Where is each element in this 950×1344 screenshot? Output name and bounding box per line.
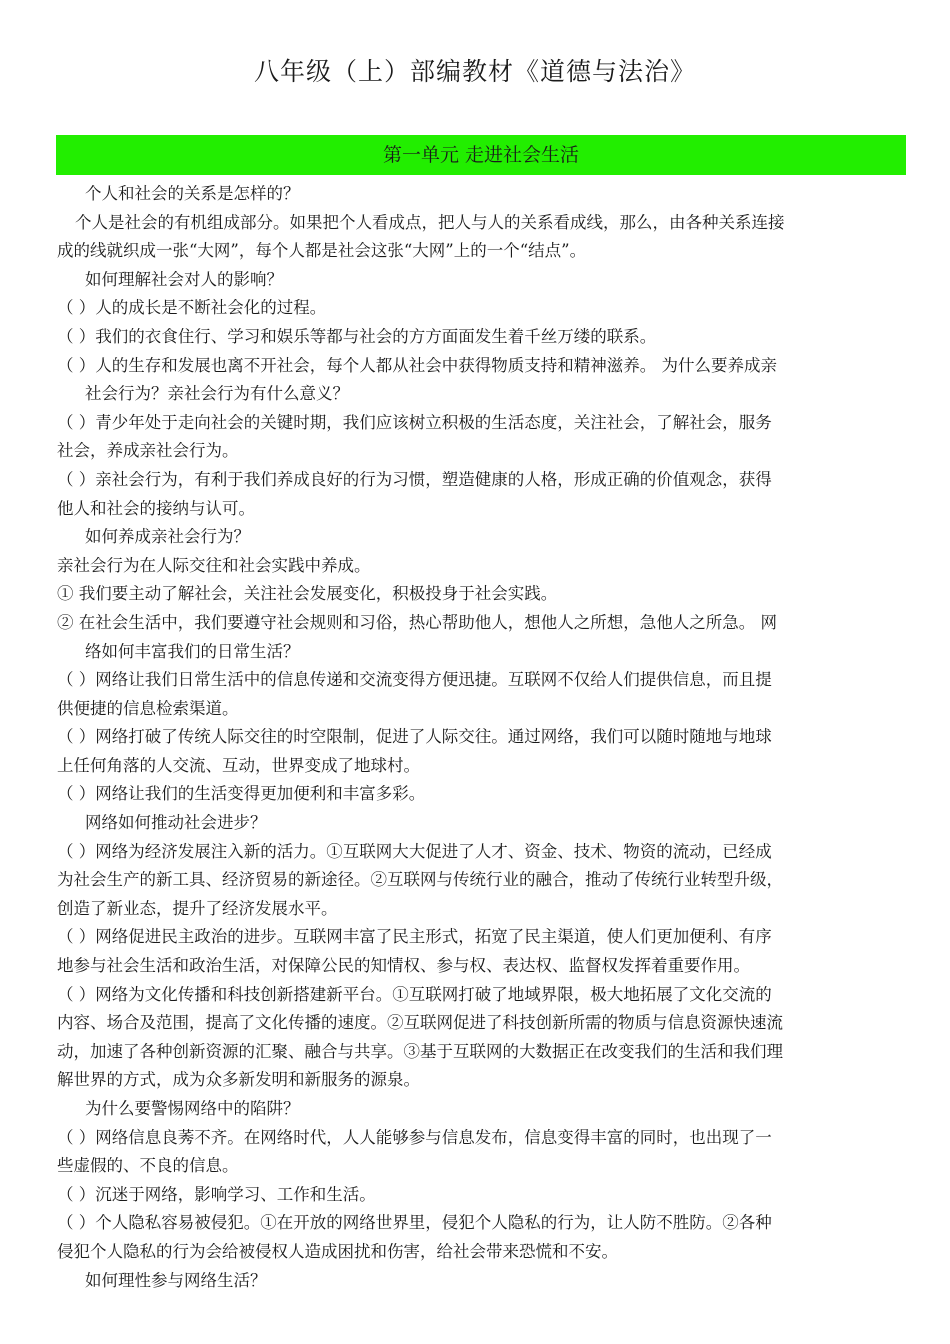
paragraph-line: 些虚假的、不良的信息。 — [57, 1156, 239, 1176]
paragraph-line: 解世界的方式，成为众多新发明和新服务的源泉。 — [57, 1070, 420, 1090]
paragraph-line: 动，加速了各种创新资源的汇聚、融合与共享。③基于互联网的大数据正在改变我们的生活和我们理 — [57, 1041, 783, 1061]
answer-item: （ ）网络为文化传播和科技创新搭建新平台。①互联网打破了地域界限，极大地拓展了文化交流的 — [57, 984, 772, 1004]
question-heading: 如何养成亲社会行为？ — [85, 527, 250, 547]
answer-item: （ ）网络让我们的生活变得更加便利和丰富多彩。 — [57, 784, 426, 804]
paragraph-line: 个人是社会的有机组成部分。如果把个人看成点，把人与人的关系看成线，那么，由各种关系连接 — [75, 212, 785, 232]
answer-item: （ ）我们的衣食住行、学习和娱乐等都与社会的方方面面发生着千丝万缕的联系。 — [57, 326, 657, 346]
paragraph-line: 内容、场合及范围，提高了文化传播的速度。②互联网促进了科技创新所需的物质与信息资源快速流 — [57, 1013, 783, 1033]
answer-item: （ ）网络让我们日常生活中的信息传递和交流变得方便迅捷。互联网不仅给人们提供信息，而且提 — [57, 670, 772, 690]
question-heading: 网络如何推动社会进步？ — [85, 813, 267, 833]
answer-item: （ ）青少年处于走向社会的关键时期，我们应该树立积极的生活态度，关注社会，了解社会，服务 — [57, 412, 772, 432]
answer-item: （ ）人的成长是不断社会化的过程。 — [57, 298, 327, 318]
paragraph-line: 成的线就织成一张“大网”，每个人都是社会这张“大网”上的一个“结点”。 — [57, 241, 587, 261]
paragraph-line: 为社会生产的新工具、经济贸易的新途径。②互联网与传统行业的融合，推动了传统行业转型升级， — [57, 870, 783, 890]
answer-item: （ ）网络打破了传统人际交往的时空限制，促进了人际交往。通过网络，我们可以随时随地与地球 — [57, 727, 772, 747]
paragraph-line: 侵犯个人隐私的行为会给被侵权人造成困扰和伤害，给社会带来恐慌和不安。 — [57, 1241, 618, 1261]
answer-item: （ ）网络促进民主政治的进步。互联网丰富了民主形式，拓宽了民主渠道，使人们更加便利、有序 — [57, 927, 772, 947]
answer-item: （ ）沉迷于网络，影响学习、工作和生活。 — [57, 1184, 376, 1204]
paragraph-line: 上任何角落的人交流、互动，世界变成了地球村。 — [57, 755, 420, 775]
answer-item: （ ）网络信息良莠不齐。在网络时代，人人能够参与信息发布，信息变得丰富的同时，也出现了一 — [57, 1127, 772, 1147]
question-heading: 为什么要警惕网络中的陷阱？ — [85, 1099, 300, 1118]
question-heading: 个人和社会的关系是怎样的？ — [85, 184, 300, 203]
answer-item: （ ）亲社会行为，有利于我们养成良好的行为习惯，塑造健康的人格，形成正确的价值观念，获得 — [57, 469, 772, 489]
paragraph-line: 地参与社会生活和政治生活，对保障公民的知情权、参与权、表达权、监督权发挥着重要作用。 — [57, 956, 750, 976]
paragraph-line: 创造了新业态，提升了经济发展水平。 — [57, 898, 338, 918]
question-heading: 社会行为？亲社会行为有什么意义？ — [85, 384, 349, 404]
answer-item: （ ）网络为经济发展注入新的活力。①互联网大大促进了人才、资金、技术、物资的流动，已经成 — [57, 841, 772, 861]
answer-item: （ ）个人隐私容易被侵犯。①在开放的网络世界里，侵犯个人隐私的行为，让人防不胜防。②各种 — [57, 1213, 772, 1233]
page-title: 八年级（上）部编教材《道德与法治》 — [253, 57, 696, 86]
document-body — [57, 180, 903, 1295]
paragraph-line: 供便捷的信息检索渠道。 — [57, 698, 239, 718]
unit-heading: 第一单元 走进社会生活 — [56, 135, 906, 175]
numbered-item: ② 在社会生活中，我们要遵守社会规则和习俗，热心帮助他人，想他人之所想，急他人之所急。 网 — [57, 612, 777, 632]
question-heading: 如何理性参与网络生活？ — [85, 1270, 267, 1290]
numbered-item: ① 我们要主动了解社会，关注社会发展变化，积极投身于社会实践。 — [57, 584, 558, 604]
question-heading: 如何理解社会对人的影响？ — [85, 269, 283, 289]
question-heading: 络如何丰富我们的日常生活？ — [85, 641, 300, 661]
paragraph-line: 亲社会行为在人际交往和社会实践中养成。 — [57, 555, 371, 575]
answer-item: （ ）人的生存和发展也离不开社会，每个人都从社会中获得物质支持和精神滋养。 为什么要养成亲 — [57, 355, 777, 375]
paragraph-line: 社会，养成亲社会行为。 — [57, 441, 239, 461]
paragraph-line: 他人和社会的接纳与认可。 — [57, 498, 255, 518]
